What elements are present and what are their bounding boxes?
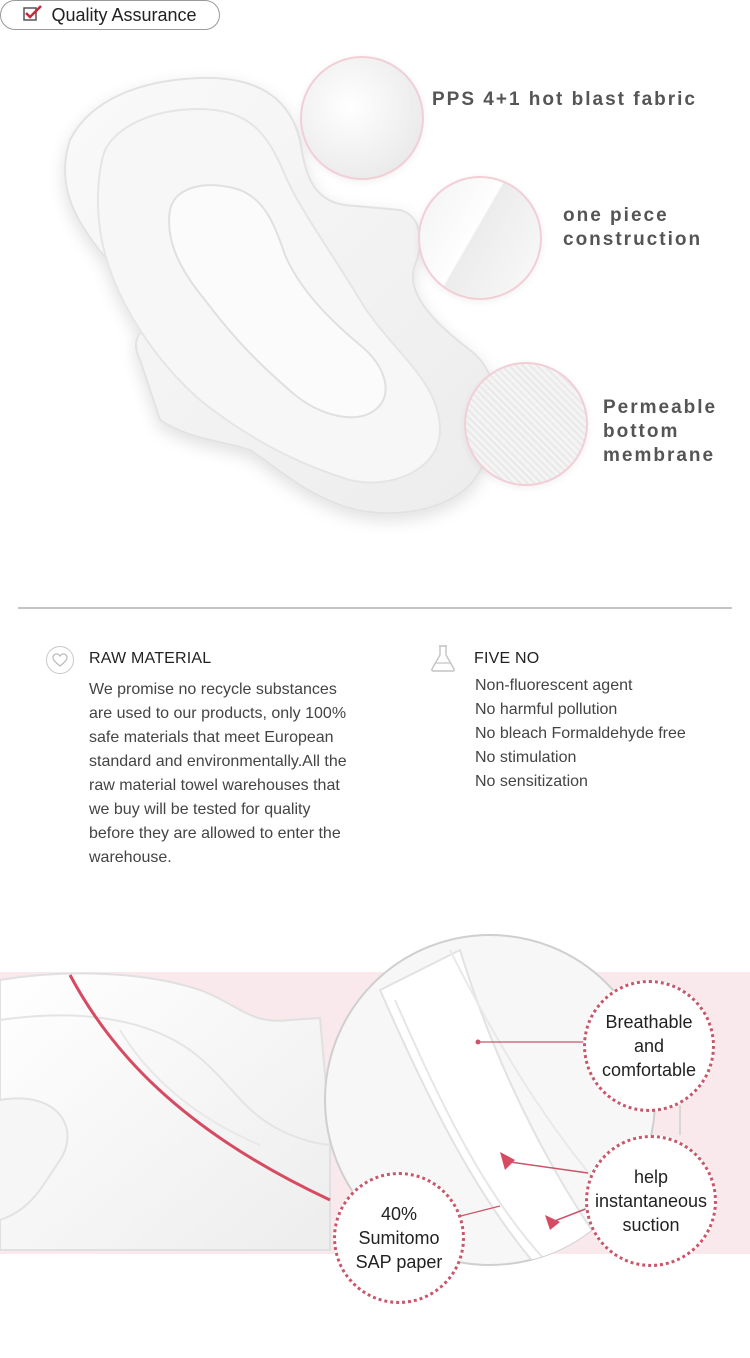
qa-divider-line [18, 607, 732, 609]
five-no-heading: FIVE NO [474, 650, 540, 667]
raw-material-line: are used to our products, only 100% [89, 705, 347, 722]
raw-material-line: we buy will be tested for quality [89, 801, 311, 818]
heart-icon [46, 646, 74, 674]
feature-label-construction: one piece construction [563, 205, 703, 250]
five-no-item: No sensitization [475, 773, 588, 790]
raw-material-heading: RAW MATERIAL [89, 650, 212, 667]
five-no-list [475, 674, 745, 794]
callout-breathable: Breathable and comfortable [583, 980, 715, 1112]
feature-label-fabric: PPS 4+1 hot blast fabric [432, 89, 697, 110]
five-no-item: No bleach Formaldehyde free [475, 725, 686, 742]
raw-material-line: safe materials that meet European [89, 729, 334, 746]
quality-assurance-title: Quality Assurance [51, 4, 197, 25]
raw-material-line: We promise no recycle substances [89, 681, 337, 698]
membrane-texture-icon [464, 362, 588, 486]
flask-icon [430, 644, 456, 677]
raw-material-line: warehouse. [89, 849, 172, 866]
raw-material-text [89, 678, 389, 870]
callout-sap-paper: 40% Sumitomo SAP paper [333, 1172, 465, 1304]
fabric-texture-icon [300, 56, 424, 180]
raw-material-line: before they are allowed to enter the [89, 825, 341, 842]
raw-material-line: raw material towel warehouses that [89, 777, 340, 794]
five-no-item: No harmful pollution [475, 701, 618, 718]
raw-material-line: standard and environmentally.All the [89, 753, 347, 770]
five-no-item: Non-fluorescent agent [475, 677, 633, 694]
pad-edge-icon [418, 176, 542, 300]
callout-suction: help instantaneous suction [585, 1135, 717, 1267]
feature-label-membrane: Permeable bottom membrane [603, 397, 718, 466]
five-no-item: No stimulation [475, 749, 577, 766]
